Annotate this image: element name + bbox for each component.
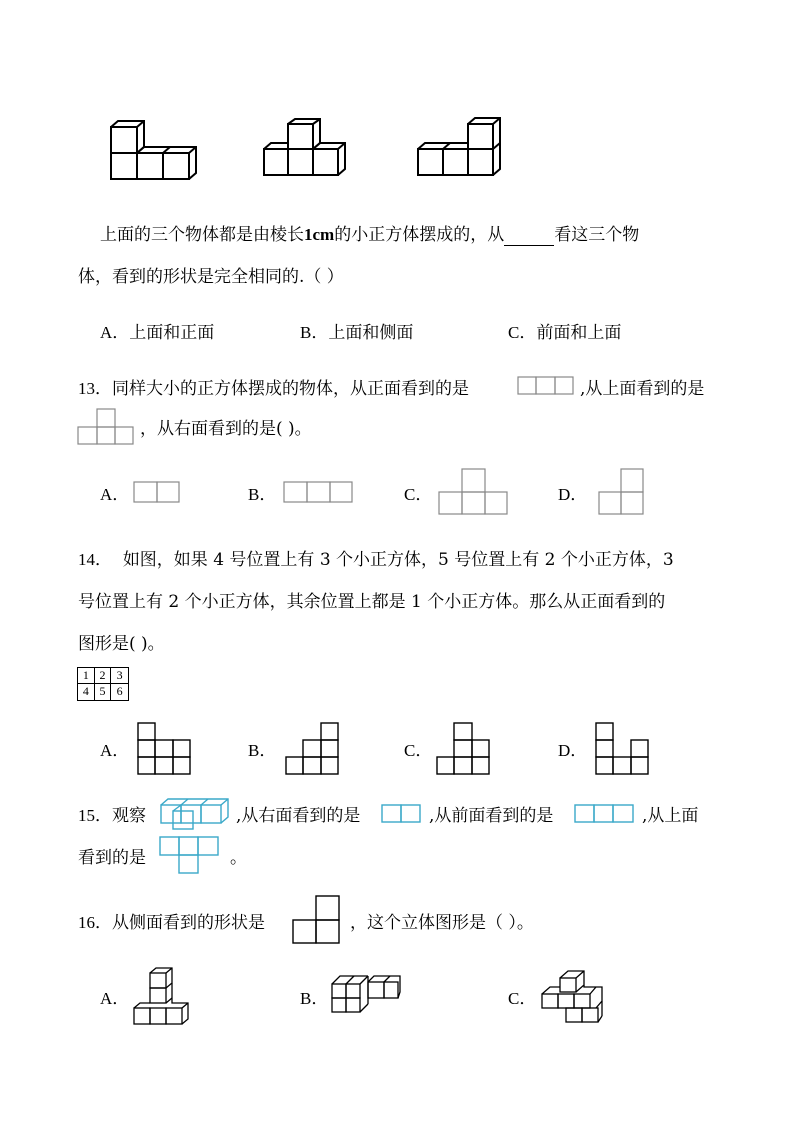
q16-option-c-figure	[538, 968, 608, 1024]
q12-option-a[interactable]: A．上面和正面	[100, 323, 215, 343]
q15-front-view	[574, 804, 636, 824]
q15-solid-figure	[159, 797, 231, 833]
q14-line2: 号位置上有 2 个小正方体，其余位置上都是 1 个小正方体。那么从正面看到的	[78, 592, 666, 612]
q16-option-c[interactable]: C．	[508, 989, 537, 1008]
q13-line2: ，从右面看到的是( )。	[140, 419, 312, 439]
q12-line2: 体，看到的形状是完全相同的.（ ）	[78, 267, 344, 287]
q14-line3: 图形是( )。	[78, 634, 165, 654]
q12-text-a: 上面的三个物体都是由棱长	[100, 225, 304, 245]
q14-option-c-figure	[436, 722, 492, 778]
q16-option-a[interactable]: A．	[100, 989, 130, 1008]
grid-cell: 5	[95, 684, 112, 700]
q16-option-b-figure	[330, 970, 402, 1020]
grid-cell: 3	[111, 668, 128, 684]
q12-text-d: 看这三个物	[554, 225, 640, 245]
q13-text-a: 同样大小的正方体摆成的物体，从正面看到的是	[112, 379, 469, 399]
q15-text-a: 观察	[112, 806, 146, 826]
grid-cell: 6	[116, 684, 123, 698]
q14-option-a-figure	[137, 722, 193, 778]
q13-option-c[interactable]: C．	[404, 485, 433, 504]
q16-option-b[interactable]: B．	[300, 989, 329, 1008]
q12-line1	[100, 224, 639, 246]
q16-option-a-figure	[132, 965, 194, 1027]
q12-answer-blank[interactable]	[504, 229, 554, 246]
grid-cell: 4	[78, 684, 95, 700]
q13-option-d-figure	[598, 468, 648, 516]
q15-top-view	[159, 836, 221, 876]
q16-side-view	[292, 895, 342, 947]
q15-right-view	[381, 804, 423, 824]
q14-option-a[interactable]: A．	[100, 741, 130, 760]
q13-option-c-figure	[438, 468, 510, 516]
q16-text-a: 从侧面看到的形状是	[112, 913, 265, 933]
q15-text-c: ,从前面看到的是	[429, 806, 554, 826]
q13-text-b: ,从上面看到的是	[580, 379, 705, 399]
q14-line1	[78, 549, 674, 571]
q15-end: 。	[230, 848, 247, 868]
q16-text-b: ，这个立体图形是（ ）。	[350, 913, 534, 933]
q14-option-b-figure	[285, 722, 341, 778]
q13-option-a-figure	[133, 481, 181, 503]
grid-cell: 2	[95, 668, 112, 684]
q13-option-b-figure	[283, 481, 355, 503]
q16-number: 16．	[78, 913, 112, 932]
q13-line1	[78, 378, 469, 400]
q12-figure-2	[262, 118, 352, 182]
q12-option-c[interactable]: C．前面和上面	[508, 323, 622, 343]
q14-number: 14．	[78, 550, 112, 569]
q15-text-d: ,从上面	[642, 806, 699, 826]
q13-option-d[interactable]: D．	[558, 485, 588, 504]
q14-option-b[interactable]: B．	[248, 741, 277, 760]
q15-text-b: ,从右面看到的是	[236, 806, 361, 826]
q12-text-c: 的小正方体摆成的，从	[334, 225, 505, 245]
q15-number: 15．	[78, 806, 112, 825]
q12-figure-1	[108, 118, 200, 182]
q13-option-a[interactable]: A．	[100, 485, 130, 504]
q13-front-view	[517, 376, 575, 396]
grid-cell: 1	[78, 668, 95, 684]
q13-top-view	[77, 408, 135, 446]
q12-text-b: 1cm	[304, 225, 335, 244]
q13-option-b[interactable]: B．	[248, 485, 277, 504]
q14-text-1: 如图，如果 4 号位置上有 3 个小正方体，5 号位置上有 2 个小正方体，3	[122, 550, 674, 570]
q12-option-b[interactable]: B．上面和侧面	[300, 323, 414, 343]
q15-line2: 看到的是	[78, 848, 146, 868]
q14-option-d-figure	[595, 722, 651, 778]
q14-position-grid	[77, 667, 129, 701]
q15-line1	[78, 805, 146, 827]
q14-option-d[interactable]: D．	[558, 741, 588, 760]
q16-line1	[78, 912, 265, 934]
q12-figure-3	[416, 116, 506, 180]
q13-number: 13．	[78, 379, 112, 398]
q14-option-c[interactable]: C．	[404, 741, 433, 760]
